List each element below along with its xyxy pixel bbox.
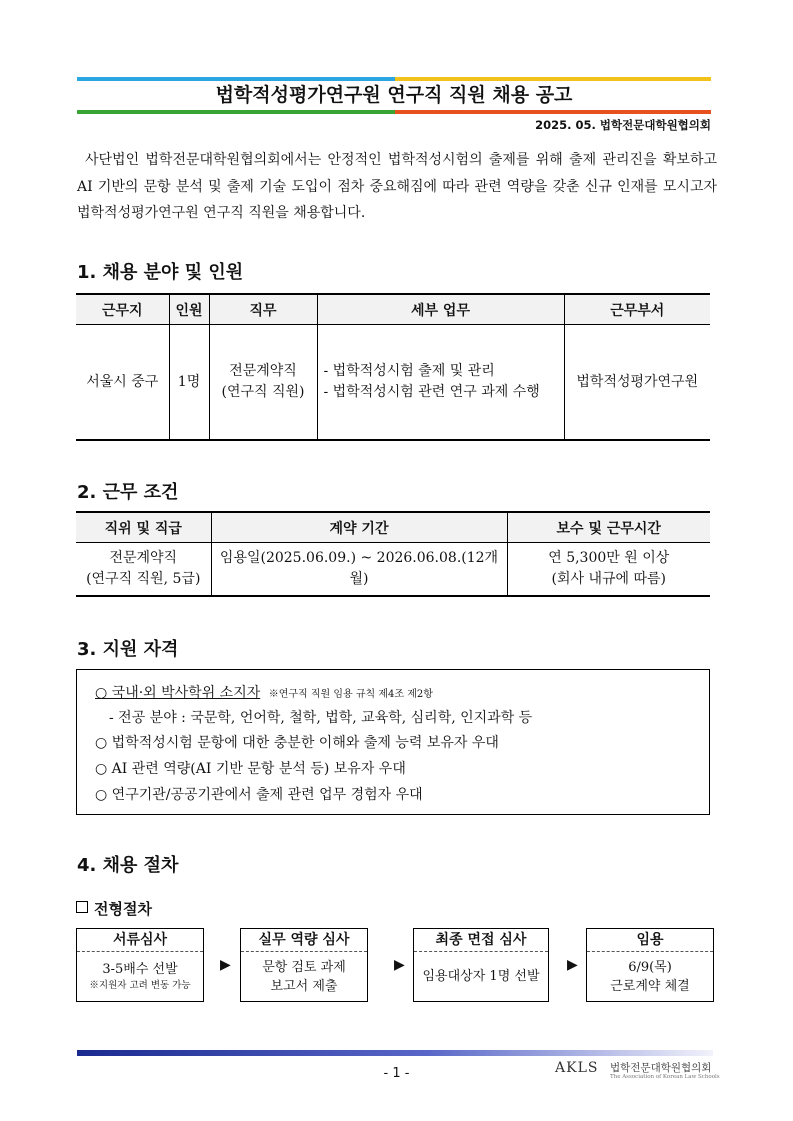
qualification-majors: - 전공 분야 : 국문학, 언어학, 철학, 법학, 교육학, 심리학, 인지과학 등 — [109, 710, 533, 726]
step-title: 최종 면접 심사 — [414, 929, 548, 952]
pay-line1: 연 5,300만 원 이상 — [548, 550, 670, 566]
step-line1: 임용대상자 1명 선발 — [422, 969, 540, 984]
intro-text: 사단법인 법학전문대학원협의회에서는 안정적인 법학적성시험의 출제를 위해 출제 관리진을 확보하고 AI 기반의 문항 분석 및 출제 기술 도입이 점차 중요해짐에 따라 관련 역량을 갖춘 신규 인재를 모시고자 법학적성평가연구원 연구직 직원을 채용합니다. — [77, 152, 717, 221]
date-organization: 2025. 05. 법학전문대학원협의회 — [535, 118, 711, 132]
step-title: 임용 — [587, 929, 713, 952]
cell-position — [76, 543, 211, 597]
position-line1: 전문계약직 — [109, 550, 178, 566]
arrow-right-icon: ▶ — [394, 957, 405, 973]
cell-pay — [507, 543, 710, 597]
checkbox-icon — [76, 901, 88, 913]
step-title: 실무 역량 심사 — [241, 929, 367, 952]
cell-duty — [317, 325, 564, 441]
footer-bar — [77, 1050, 713, 1056]
step-line2: 근로계약 체결 — [610, 978, 690, 994]
job-line2: (연구직 직원) — [221, 384, 305, 400]
cell-count: 1명 — [169, 325, 209, 441]
col-dept: 근무부서 — [564, 294, 710, 325]
col-period: 계약 기간 — [211, 512, 507, 543]
qualification-main: ○ 국내·외 박사학위 소지자 — [95, 685, 261, 701]
conditions-table — [76, 511, 710, 597]
step-document-review — [76, 928, 204, 1002]
qualification-item-3: ○ AI 관련 역량(AI 기반 문항 분석 등) 보유자 우대 — [95, 761, 406, 777]
qualification-item-4: ○ 연구기관/공공기관에서 출제 관련 업무 경험자 우대 — [95, 787, 423, 803]
table-header-row — [76, 512, 710, 543]
step-final-interview — [413, 928, 549, 1002]
col-job: 직무 — [209, 294, 317, 325]
logo-mark: AKLS — [555, 1060, 599, 1076]
duty-line1: - 법학적성시험 출제 및 관리 — [323, 363, 495, 379]
qualification-note: ※연구직 직원 임용 규칙 제4조 제2항 — [268, 689, 433, 700]
table-row — [76, 543, 710, 597]
qualification-item-1 — [95, 682, 433, 702]
step-line1: 6/9(목) — [628, 959, 672, 975]
job-line1: 전문계약직 — [229, 363, 297, 379]
step-appointment — [586, 928, 714, 1002]
cell-job — [209, 325, 317, 441]
position-line2: (연구직 직원, 5급) — [86, 571, 201, 587]
pay-line2: (회사 내규에 따름) — [551, 571, 666, 587]
cell-period: 임용일(2025.06.09.) ~ 2026.06.08.(12개월) — [211, 543, 507, 597]
arrow-right-icon: ▶ — [567, 957, 578, 973]
section3-heading: 3. 지원 자격 — [77, 639, 179, 660]
process-subheading-label: 전형절차 — [94, 900, 152, 918]
duty-line2: - 법학적성시험 관련 연구 과제 수행 — [323, 384, 540, 400]
col-position: 직위 및 직급 — [76, 512, 211, 543]
recruitment-table — [76, 293, 710, 441]
organization-logo — [555, 1060, 720, 1084]
qualifications-box — [76, 669, 710, 815]
step-practical-review — [240, 928, 368, 1002]
arrow-right-icon: ▶ — [220, 957, 231, 973]
page-title: 법학적성평가연구원 연구직 직원 채용 공고 — [215, 84, 573, 106]
col-count: 인원 — [169, 294, 209, 325]
logo-english-name: The Association of Korean Law Schools — [610, 1074, 720, 1080]
qualification-item-2: ○ 법학적성시험 문항에 대한 충분한 이해와 출제 능력 보유자 우대 — [95, 735, 499, 751]
step-note: ※지원자 고려 변동 가능 — [89, 980, 191, 991]
table-header-row — [76, 294, 710, 325]
title-bar-green — [77, 110, 395, 114]
section4-heading: 4. 채용 절차 — [77, 855, 179, 876]
step-line1: 3-5배수 선발 — [102, 962, 178, 977]
page-number: - 1 - — [383, 1066, 410, 1081]
col-location: 근무지 — [76, 294, 169, 325]
step-line2: 보고서 제출 — [270, 978, 338, 994]
step-title: 서류심사 — [77, 929, 203, 952]
section1-heading: 1. 채용 분야 및 인원 — [77, 262, 244, 283]
table-row — [76, 325, 710, 441]
section2-heading: 2. 근무 조건 — [77, 482, 179, 503]
cell-location: 서울시 중구 — [76, 325, 169, 441]
logo-korean-name: 법학전문대학원협의회 — [610, 1062, 712, 1074]
col-pay: 보수 및 근무시간 — [507, 512, 710, 543]
cell-dept: 법학적성평가연구원 — [564, 325, 710, 441]
intro-paragraph — [77, 147, 717, 227]
col-duty: 세부 업무 — [317, 294, 564, 325]
process-subheading — [76, 898, 152, 919]
step-line1: 문항 검토 과제 — [262, 959, 346, 975]
title-bar-red — [395, 110, 711, 114]
